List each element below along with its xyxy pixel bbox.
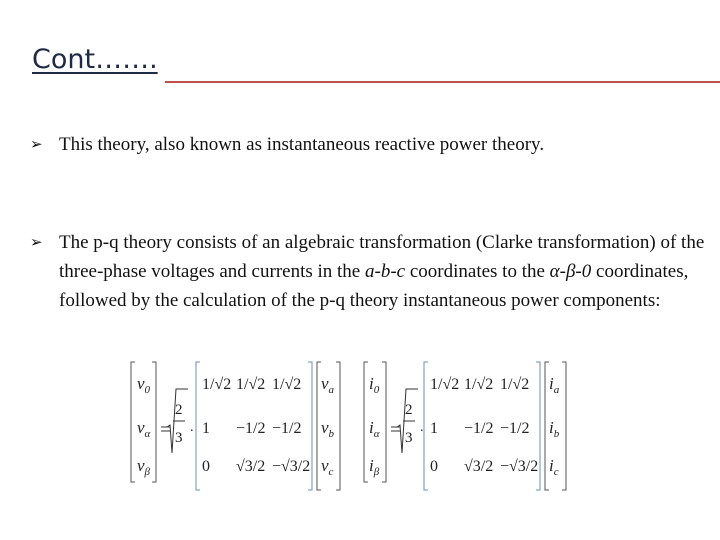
matrix-cell: √3/2 [464, 458, 494, 475]
lhs-valpha: $v_\alpha$ [137, 418, 151, 440]
matrix-cell: −√3/2 [500, 458, 539, 475]
matrix-cell: 0 [202, 458, 210, 475]
lhs-ibeta: $i_\beta$ [369, 456, 380, 478]
clarke-transformation-equations [128, 359, 578, 494]
rhs-ib: $i_b$ [549, 418, 560, 440]
matrix-cell: −1/2 [464, 420, 494, 437]
rhs-vc: $v_c$ [321, 456, 334, 478]
matrix-cell: 1/√2 [500, 376, 530, 393]
lhs-vbeta: $v_\beta$ [137, 456, 151, 478]
arrow-bullet-icon: ➢ [30, 135, 43, 153]
bullet-text-2-content: The p-q theory consists of an algebraic transformation (Clarke transformation) of the three-phase voltages and currents in the a-b-c coordinates to the α-β-0 coordinates, followed by the calculation of the p-q theory instantaneous power components: [59, 232, 705, 311]
matrix-cell: −1/2 [272, 420, 302, 437]
equation-image [128, 359, 578, 494]
rhs-ia: $i_a$ [549, 374, 560, 396]
bullet-item-2 [30, 228, 710, 315]
matrix-cell: 1/√2 [430, 376, 460, 393]
title-underline-rule [165, 81, 720, 83]
svg-text:.: . [190, 420, 194, 435]
coordinate-term: a-b-c [365, 261, 406, 282]
matrix-cell: −1/2 [500, 420, 530, 437]
bullet-item-1 [30, 130, 710, 159]
rhs-ic: $i_c$ [549, 456, 559, 478]
lhs-v0: $v_0$ [137, 374, 151, 396]
bullet-text-1: This theory, also known as instantaneous reactive power theory. [59, 134, 545, 155]
coordinate-term: α-β-0 [549, 261, 592, 282]
matrix-cell: 1 [202, 420, 210, 437]
svg-text:2: 2 [405, 402, 413, 418]
rhs-vb: $v_b$ [321, 418, 335, 440]
matrix-cell: √3/2 [236, 458, 266, 475]
matrix-cell: 1/√2 [464, 376, 494, 393]
svg-text:3: 3 [405, 430, 413, 446]
lhs-ialpha: $i_\alpha$ [369, 418, 380, 440]
matrix-cell: 1/√2 [202, 376, 232, 393]
current-transform-matrix [430, 376, 538, 475]
matrix-cell: 1 [430, 420, 438, 437]
arrow-bullet-icon: ➢ [30, 233, 43, 251]
lhs-i0: $i_0$ [369, 374, 380, 396]
matrix-cell: 0 [430, 458, 438, 475]
matrix-cell: −√3/2 [272, 458, 311, 475]
matrix-cell: 1/√2 [272, 376, 302, 393]
slide-title: Cont……. [32, 44, 158, 75]
svg-text:2: 2 [175, 402, 183, 418]
bullet-text-2 [59, 228, 710, 315]
voltage-transform-matrix [202, 376, 310, 475]
rhs-va: $v_a$ [321, 374, 335, 396]
svg-text:3: 3 [175, 430, 183, 446]
matrix-cell: 1/√2 [236, 376, 266, 393]
matrix-cell: −1/2 [236, 420, 266, 437]
svg-text:.: . [420, 420, 424, 435]
